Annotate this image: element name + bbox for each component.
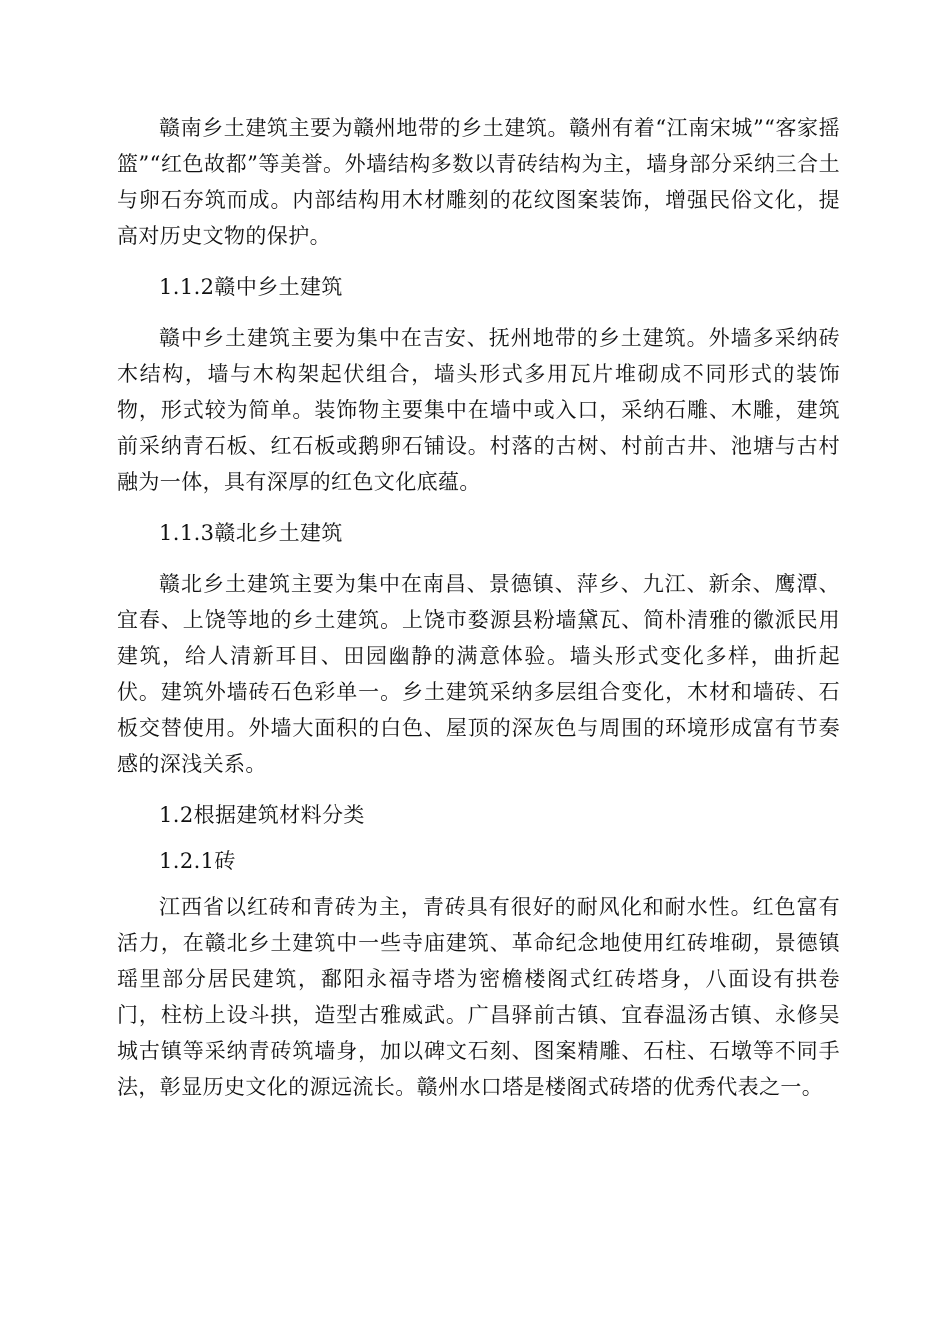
heading-1-1-3: 1.1.3赣北乡土建筑 [159, 521, 343, 545]
document-page [117, 110, 840, 1105]
paragraph-gannan: 赣南乡土建筑主要为赣州地带的乡土建筑。赣州有着“江南宋城”“客家摇篮”“红色故都”等美誉。外墙结构多数以青砖结构为主，墙身部分采纳三合土与卵石夯筑而成。内部结构用木材雕刻的花纹图案装饰，增强民俗文化，提高对历史文物的保护。 [117, 116, 840, 248]
paragraph-brick: 江西省以红砖和青砖为主，青砖具有很好的耐风化和耐水性。红色富有活力，在赣北乡土建筑中一些寺庙建筑、革命纪念地使用红砖堆砌，景德镇瑶里部分居民建筑，鄱阳永福寺塔为密檐楼阁式红砖塔身，八面设有拱卷门，柱枋上设斗拱，造型古雅威武。广昌驿前古镇、宜春温汤古镇、永修吴城古镇等采纳青砖筑墙身，加以碑文石刻、图案精雕、石柱、石墩等不同手法，彰显历史文化的源远流长。赣州水口塔是楼阁式砖塔的优秀代表之一。 [117, 895, 840, 1099]
paragraph-ganzhong: 赣中乡土建筑主要为集中在吉安、抚州地带的乡土建筑。外墙多采纳砖木结构，墙与木构架起伏组合，墙头形式多用瓦片堆砌成不同形式的装饰物，形式较为简单。装饰物主要集中在墙中或入口，采纳石雕、木雕，建筑前采纳青石板、红石板或鹅卵石铺设。村落的古树、村前古井、池塘与古村融为一体，具有深厚的红色文化底蕴。 [117, 326, 840, 494]
heading-1-2: 1.2根据建筑材料分类 [159, 803, 365, 827]
heading-1-1-2: 1.1.2赣中乡土建筑 [159, 275, 343, 299]
paragraph-ganbei: 赣北乡土建筑主要为集中在南昌、景德镇、萍乡、九江、新余、鹰潭、宜春、上饶等地的乡土建筑。上饶市婺源县粉墙黛瓦、简朴清雅的徽派民用建筑，给人清新耳目、田园幽静的满意体验。墙头形式变化多样，曲折起伏。建筑外墙砖石色彩单一。乡土建筑采纳多层组合变化，木材和墙砖、石板交替使用。外墙大面积的白色、屋顶的深灰色与周围的环境形成富有节奏感的深浅关系。 [117, 572, 840, 776]
heading-1-2-1: 1.2.1砖 [159, 849, 236, 873]
